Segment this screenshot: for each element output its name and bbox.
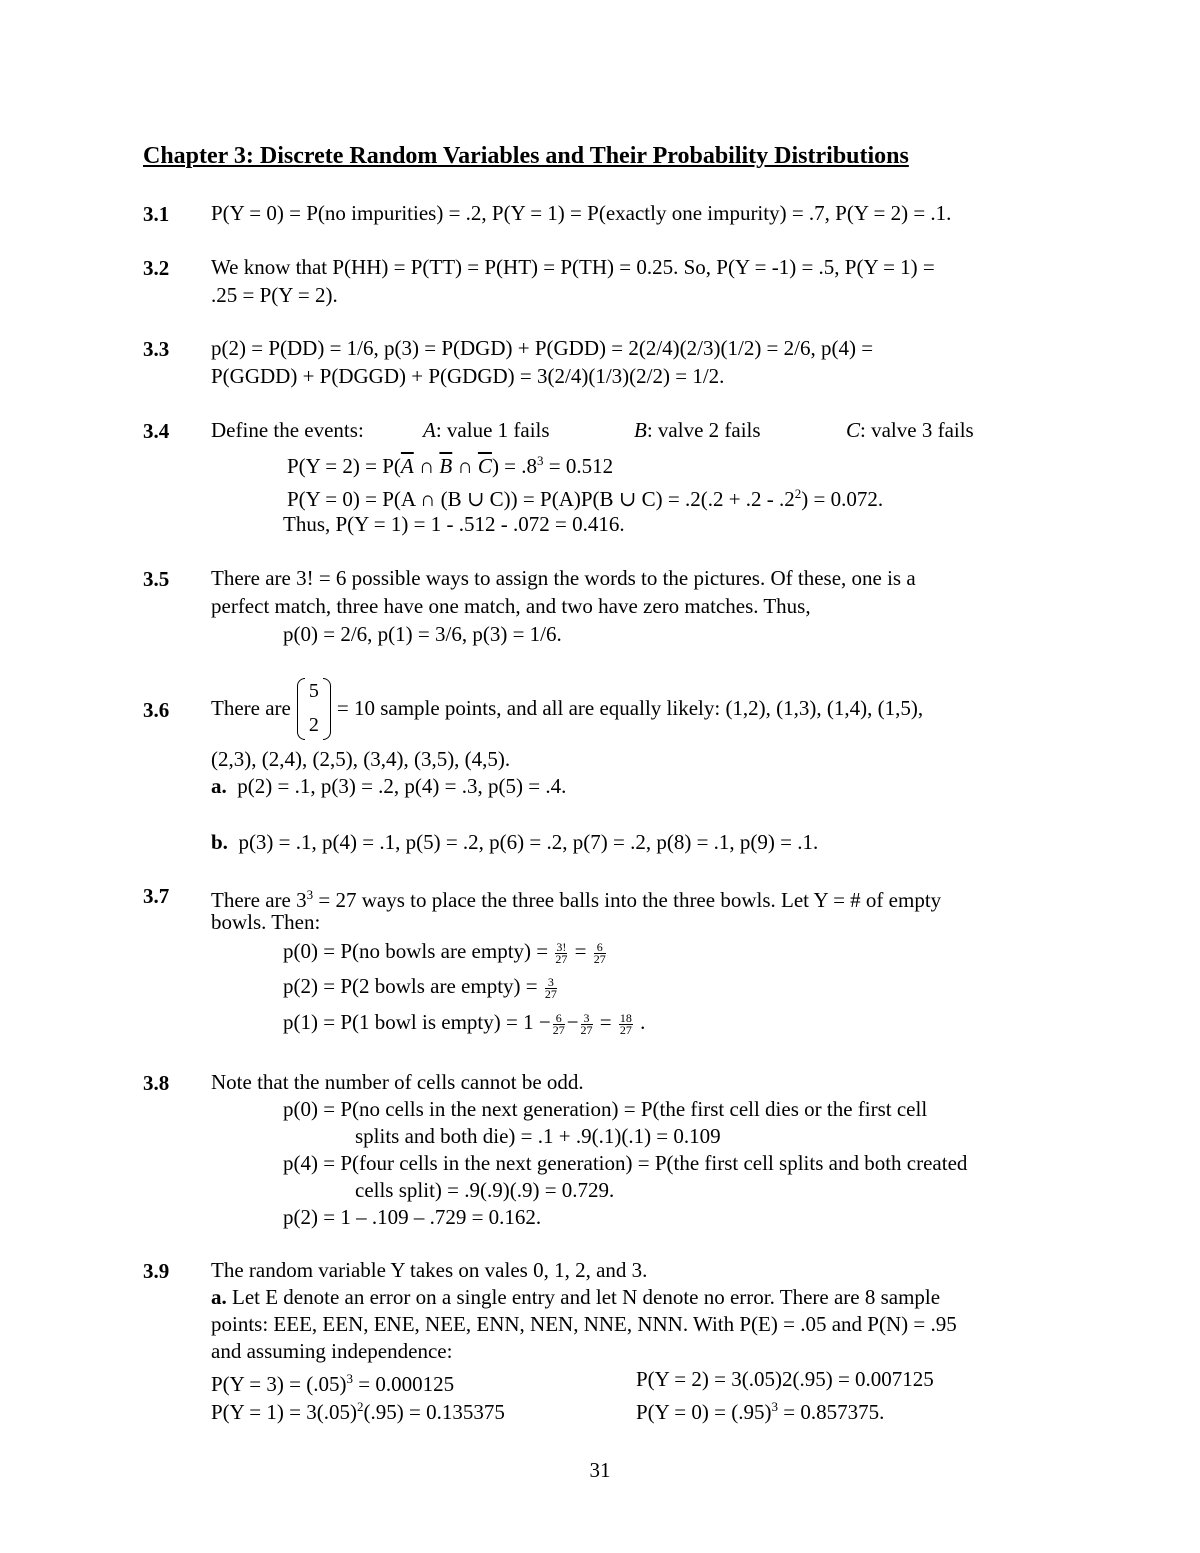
problem-number-3-2: 3.2 bbox=[143, 256, 170, 280]
problem-3-8-line-2: p(0) = P(no cells in the next generation) = P(the first cell dies or the first cell bbox=[283, 1097, 928, 1121]
problem-3-6-line-2: (2,3), (2,4), (2,5), (3,4), (3,5), (4,5). bbox=[211, 747, 511, 771]
binomial-coefficient: 5 2 bbox=[297, 678, 331, 742]
problem-3-8-line-4: p(4) = P(four cells in the next generation) = P(the first cell splits and both created bbox=[283, 1151, 968, 1175]
problem-3-2-line-2: .25 = P(Y = 2). bbox=[211, 283, 338, 307]
problem-3-6-part-b: b. p(3) = .1, p(4) = .1, p(5) = .2, p(6) = .2, p(7) = .2, p(8) = .1, p(9) = .1. bbox=[211, 830, 819, 854]
problem-3-4-line-3: P(Y = 0) = P(A ∩ (B ∪ C)) = P(A)P(B ∪ $C) = .2(.2 + .2 - .2^2) = 0.072$. bbox=[287, 486, 884, 511]
event-b-definition: B: valve 2 fails bbox=[634, 418, 761, 442]
problem-3-8-line-5: cells split) = .9(.9)(.9) = 0.729. bbox=[355, 1178, 615, 1202]
event-a-definition: A: value 1 fails bbox=[423, 418, 550, 442]
chapter-title: Chapter 3: Discrete Random Variables and Their Probability Distributions bbox=[143, 143, 909, 169]
problem-number-3-9: 3.9 bbox=[143, 1259, 170, 1283]
problem-number-3-4: 3.4 bbox=[143, 419, 170, 443]
problem-3-9-line-3: points: EEE, EEN, ENE, NEE, ENN, NEN, NNE, NNN. With P(E) = .05 and P(N) = .95 bbox=[211, 1312, 957, 1336]
problem-3-8-line-1: Note that the number of cells cannot be odd. bbox=[211, 1070, 584, 1094]
problem-number-3-8: 3.8 bbox=[143, 1071, 170, 1095]
problem-3-9-row-2-col-2: $P(Y = 0) = (.95)^3 = 0.857375$. bbox=[636, 1399, 885, 1424]
problem-3-6-part-a: a. p(2) = .1, p(3) = .2, p(4) = .3, p(5) = .4. bbox=[211, 774, 567, 798]
problem-3-4-intro: Define the events: bbox=[211, 418, 364, 442]
problem-3-9-row-1-col-1: $P(Y = 3) = (.05)^3 = 0.000125$ bbox=[211, 1371, 455, 1396]
problem-3-9-line-1: The random variable Y takes on vales 0, 1, 2, and 3. bbox=[211, 1258, 648, 1282]
problem-3-3-line-1: p(2) = P(DD) = 1/6, p(3) = P(DGD) + P(GDD) = 2(2/4)(2/3)(1/2) = 2/6, p(4) = bbox=[211, 336, 874, 360]
problem-3-3-line-2: P(GGDD) + P(DGGD) + P(GDGD) = 3(2/4)(1/3)(2/2) = 1/2. bbox=[211, 364, 725, 388]
problem-3-1-line-1: P(Y = 0) = P(no impurities) = .2, P(Y = 1) = P(exactly one impurity) = .7, P(Y = 2) = .1. bbox=[211, 201, 952, 225]
problem-3-8-line-3: splits and both die) = .1 + .9(.1)(.1) = 0.109 bbox=[355, 1124, 721, 1148]
problem-3-5-line-2: perfect match, three have one match, and two have zero matches. Thus, bbox=[211, 594, 811, 618]
problem-3-7-line-5: p(1) = P(1 bowl is empty) = 1 − $\frac{6}{27}$ − $\frac{3}{27}$ = $\frac{18}{27}$ . bbox=[283, 1010, 646, 1037]
problem-3-7-line-4: p(2) = P(2 bowls are empty) = $\frac{3}{27}$ bbox=[283, 974, 557, 1001]
problem-3-9-line-2: a. Let E denote an error on a single entry and let N denote no error. There are 8 sample bbox=[211, 1285, 941, 1309]
problem-3-9-line-4: and assuming independence: bbox=[211, 1339, 453, 1363]
problem-number-3-6: 3.6 bbox=[143, 698, 170, 722]
problem-number-3-1: 3.1 bbox=[143, 202, 170, 226]
problem-3-4-line-4: Thus, P(Y = 1) = 1 - .512 - .072 = 0.416. bbox=[283, 512, 625, 536]
problem-3-7-line-1: There are $3^3 = 27$ ways to place the three balls into the three bowls. Let Y = # of empty bbox=[211, 887, 942, 912]
problem-3-7-line-2: bowls. Then: bbox=[211, 910, 321, 934]
problem-3-9-row-1-col-2: P(Y = 2) = 3(.05)2(.95) = 0.007125 bbox=[636, 1367, 934, 1391]
problem-3-7-line-3: p(0) = P(no bowls are empty) = $\frac{3!}{27}$ = $\frac{6}{27}$ bbox=[283, 939, 606, 966]
problem-3-4-line-2: $P(Y = 2) = P(\overline{A}$ ∩ $\overline{B}$ ∩ $\overline{C}) = .8^3 = 0.512$ bbox=[287, 453, 614, 478]
problem-3-9-row-2-col-1: $P(Y = 1) = 3(.05)^2(.95) = 0.135375$ bbox=[211, 1399, 505, 1424]
problem-3-5-line-3: p(0) = 2/6, p(1) = 3/6, p(3) = 1/6. bbox=[283, 622, 562, 646]
event-c-definition: C: valve 3 fails bbox=[846, 418, 974, 442]
problem-number-3-3: 3.3 bbox=[143, 337, 170, 361]
problem-3-2-line-1: We know that P(HH) = P(TT) = P(HT) = P(TH) = 0.25. So, P(Y = -1) = .5, P(Y = 1) = bbox=[211, 255, 935, 279]
problem-3-6-line-1: There are 5 2 = 10 sample points, and all are equally likely: (1,2), (1,3), (1,4), (1,5), bbox=[211, 676, 923, 740]
problem-number-3-5: 3.5 bbox=[143, 567, 170, 591]
problem-3-5-line-1: There are 3! = 6 possible ways to assign the words to the pictures. Of these, one is a bbox=[211, 566, 916, 590]
page-number: 31 bbox=[589, 1458, 611, 1482]
problem-3-8-line-6: p(2) = 1 – .109 – .729 = 0.162. bbox=[283, 1205, 542, 1229]
problem-number-3-7: 3.7 bbox=[143, 884, 170, 908]
